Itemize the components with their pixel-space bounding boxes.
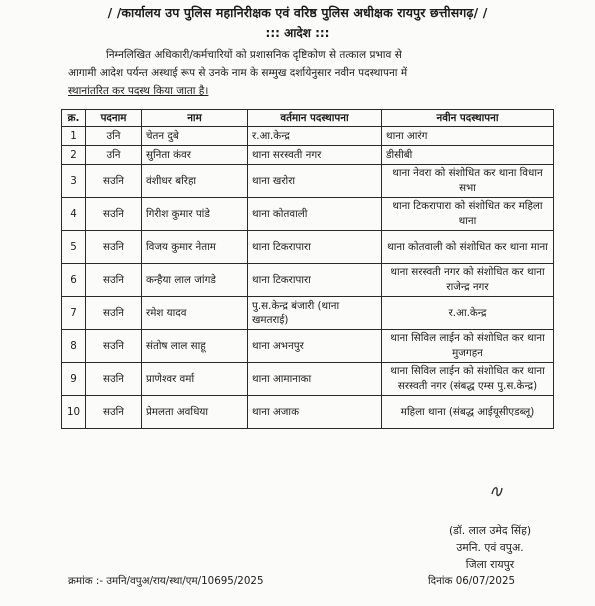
cell-current: थाना आमानाका [248, 363, 382, 396]
cell-new: थाना आरंग [382, 127, 554, 146]
cell-new: थाना नेवरा को संशोधित कर थाना विधान सभा [382, 165, 554, 198]
order-heading: ::: आदेश ::: [265, 26, 330, 40]
cell-current: थाना खरोरा [248, 165, 382, 198]
table-row [62, 297, 554, 330]
header-name: नाम [142, 110, 248, 127]
cell-name: चेतन दुबे [142, 127, 248, 146]
cell-name: वंशीधर बरिहा [142, 165, 248, 198]
signatory-designation: उमनि. एवं वपुअ. [456, 541, 524, 554]
header-new-posting: नवीन पदस्थापना [382, 110, 554, 127]
cell-new: थाना सिविल लाईन को संशोधित कर थाना सरस्वती नगर (संबद्ध एम्स पु.स.केन्द्र) [382, 363, 554, 396]
cell-sno: 10 [62, 396, 86, 429]
cell-name: विजय कुमार नेताम [142, 231, 248, 264]
cell-current: थाना अजाक [248, 396, 382, 429]
initials-scribble-icon [490, 484, 504, 498]
reference-number: क्रमांक :- उमनि/वपुअ/राय/स्था/एम/10695/2025 [68, 575, 264, 587]
cell-name: रमेश यादव [142, 297, 248, 330]
cell-current: थाना कोतवाली [248, 198, 382, 231]
cell-name: कन्हैया लाल जांगडे [142, 264, 248, 297]
cell-current: पु.स.केन्द्र बंजारी (थाना खमतराई) [248, 297, 382, 330]
header-sno: क्र. [62, 110, 86, 127]
cell-new: थाना टिकरापारा को संशोधित कर महिला थाना [382, 198, 554, 231]
cell-name: प्रेमलता अवधिया [142, 396, 248, 429]
cell-name: गिरीश कुमार पांडे [142, 198, 248, 231]
table-row [62, 330, 554, 363]
table-row [62, 231, 554, 264]
cell-name: संतोष लाल साहू [142, 330, 248, 363]
cell-rank: सउनि [86, 165, 142, 198]
cell-sno: 7 [62, 297, 86, 330]
cell-sno: 9 [62, 363, 86, 396]
table-row [62, 146, 554, 165]
cell-current: थाना सरस्वती नगर [248, 146, 382, 165]
signatory-name: (डॉ. लाल उमेद सिंह) [448, 524, 532, 537]
cell-new: थाना सिविल लाईन को संशोधित कर थाना मुजगहन [382, 330, 554, 363]
cell-new: डीसीबी [382, 146, 554, 165]
cell-current: थाना टिकरापारा [248, 231, 382, 264]
cell-rank: सउनि [86, 297, 142, 330]
table-row [62, 165, 554, 198]
signatory-district: जिला रायपुर [465, 558, 515, 571]
header-current-posting: वर्तमान पदस्थापना [248, 110, 382, 127]
header-rank: पदनाम [86, 110, 142, 127]
cell-sno: 8 [62, 330, 86, 363]
intro-line-3: स्थानांतरित कर पदस्थ किया जाता है। [68, 85, 209, 97]
cell-name: प्राणेश्वर वर्मा [142, 363, 248, 396]
table-row [62, 363, 554, 396]
cell-new: र.आ.केन्द्र [382, 297, 554, 330]
order-date: दिनांक 06/07/2025 [428, 575, 516, 587]
cell-rank: सउनि [86, 231, 142, 264]
cell-rank: उनि [86, 127, 142, 146]
cell-sno: 6 [62, 264, 86, 297]
cell-current: र.आ.केन्द्र [248, 127, 382, 146]
cell-new: महिला थाना (संबद्ध आईयूसीएडब्लू) [382, 396, 554, 429]
cell-sno: 4 [62, 198, 86, 231]
table-row [62, 264, 554, 297]
cell-rank: सउनि [86, 363, 142, 396]
transfer-table [61, 109, 554, 429]
table-row [62, 127, 554, 146]
cell-rank: सउनि [86, 396, 142, 429]
cell-new: थाना सरस्वती नगर को संशोधित कर थाना राजेन्द्र नगर [382, 264, 554, 297]
table-row [62, 198, 554, 231]
office-header: / /कार्यालय उप पुलिस महानिरीक्षक एवं वरिष्ठ पुलिस अधीक्षक रायपुर छत्तीसगढ़/ / [107, 5, 488, 20]
cell-rank: उनि [86, 146, 142, 165]
intro-paragraph [68, 46, 562, 100]
intro-line-2: आगामी आदेश पर्यन्त अस्थाई रूप से उनके नाम के सम्मुख दर्शायेनुसार नवीन पदस्थापना में [68, 67, 408, 79]
table-header-row [62, 110, 554, 127]
signature-block [415, 522, 565, 573]
cell-rank: सउनि [86, 198, 142, 231]
cell-rank: सउनि [86, 330, 142, 363]
intro-line-1: निम्नलिखित अधिकारी/कर्मचारियों को प्रशासनिक दृष्टिकोण से तत्काल प्रभाव से [106, 49, 402, 61]
cell-sno: 2 [62, 146, 86, 165]
cell-sno: 3 [62, 165, 86, 198]
cell-sno: 1 [62, 127, 86, 146]
cell-current: थाना अभनपुर [248, 330, 382, 363]
table-row [62, 396, 554, 429]
cell-new: थाना कोतवाली को संशोधित कर थाना माना [382, 231, 554, 264]
cell-name: सुनिता कंवर [142, 146, 248, 165]
cell-current: थाना टिकरापारा [248, 264, 382, 297]
cell-sno: 5 [62, 231, 86, 264]
cell-rank: सउनि [86, 264, 142, 297]
